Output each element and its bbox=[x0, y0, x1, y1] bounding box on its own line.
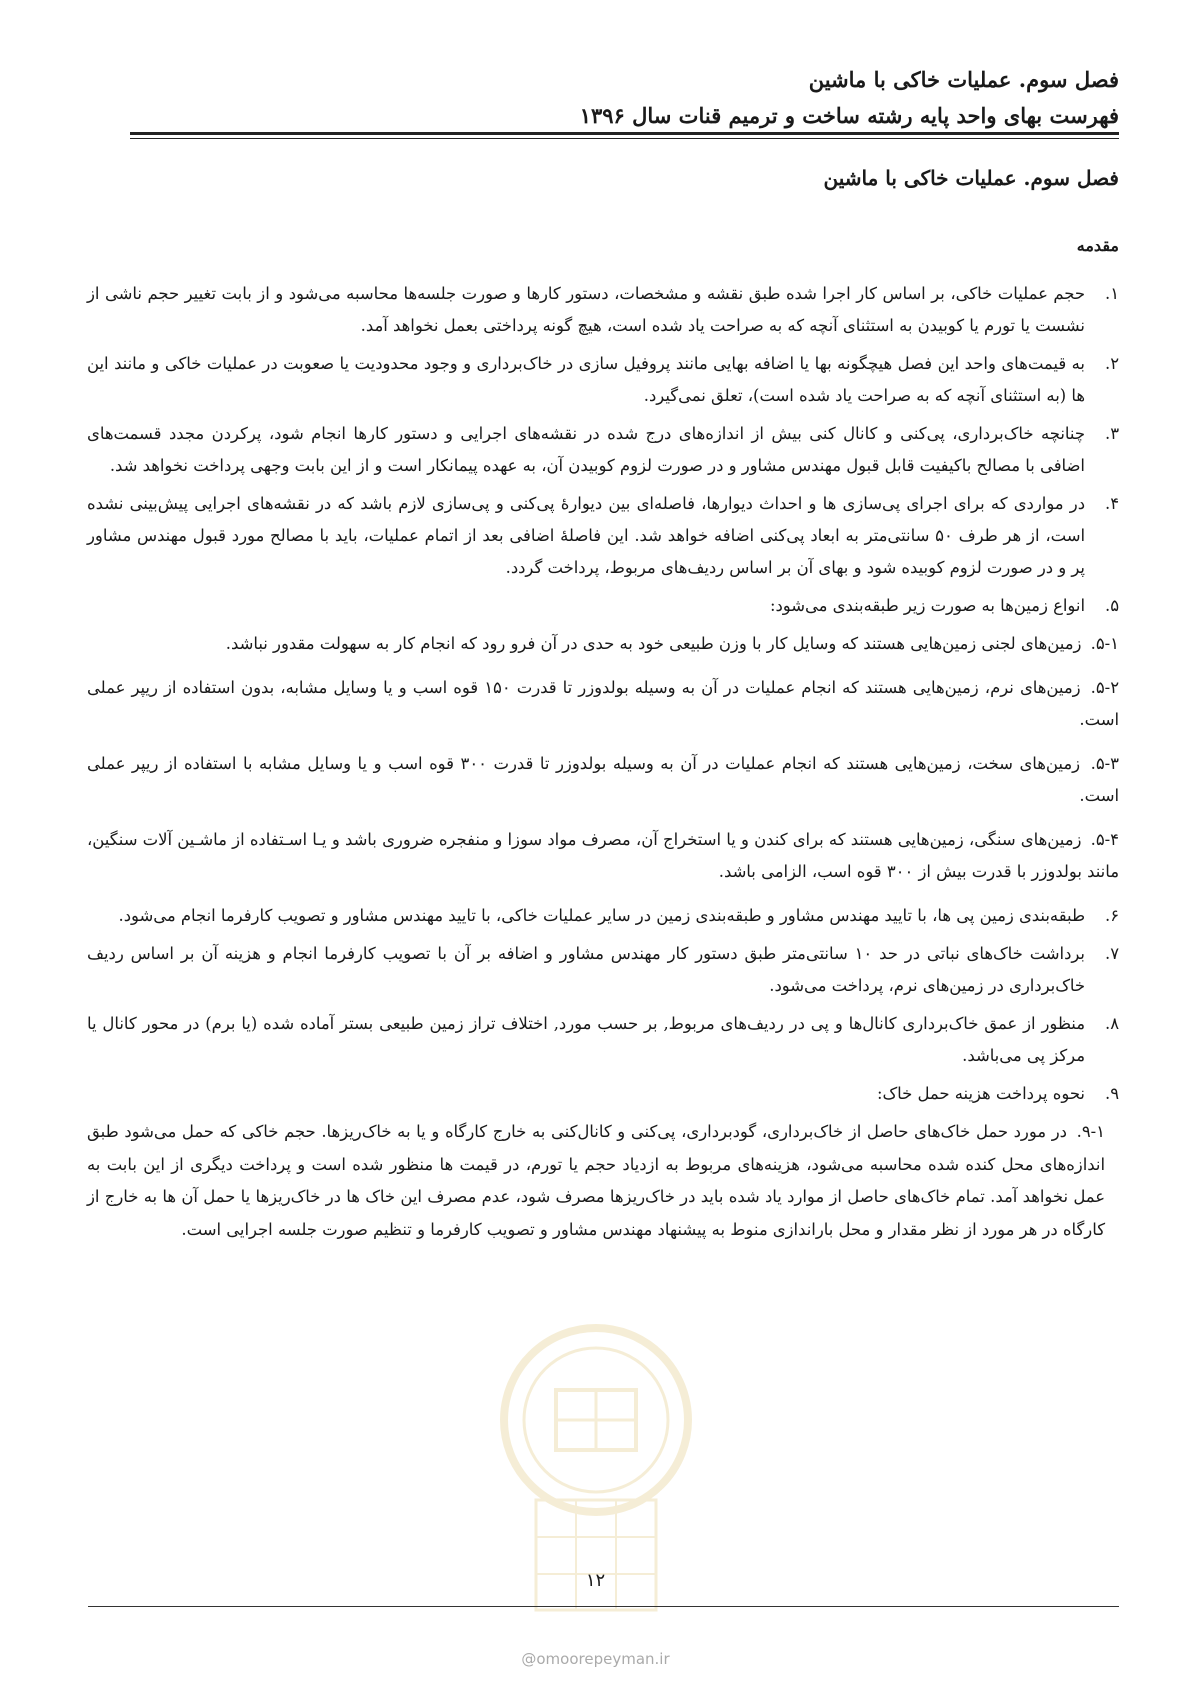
item-number: ۶. bbox=[1104, 906, 1119, 925]
list-item bbox=[87, 938, 1119, 1002]
sub-item-text: زمین‌های سنگی، زمین‌هایی هستند که برای کندن و یا استخراج آن، مصرف مواد سوزا و منفجره ضروری باشد و یـا اسـتفاده از ماشـین آلات سنگین، مانند بولدوزر با قدرت بیش از ۳۰۰ قوه اسب، الزامی باشد. bbox=[87, 830, 1119, 881]
list-item bbox=[87, 590, 1119, 622]
item-text: نحوه پرداخت هزینه حمل خاک: bbox=[876, 1084, 1085, 1103]
sub-item-number: ۵-۴. bbox=[1090, 830, 1119, 849]
header-rule-thin bbox=[130, 138, 1119, 139]
sub-item bbox=[87, 672, 1119, 736]
sub-item bbox=[87, 628, 1119, 660]
watermark-text: @omoorepeyman.ir bbox=[521, 1650, 670, 1668]
running-header bbox=[580, 62, 1119, 134]
list-item bbox=[87, 348, 1119, 412]
item-text: چنانچه خاک‌برداری، پی‌کنی و کانال کنی بیش از اندازه‌های درج شده در نقشه‌های اجرایی و دستور کارها انجام شود، پرکردن مجدد قسمت‌های اضافی با مصالح باکیفیت قابل قبول مهندس مشاور و در صورت لزوم کوبیدن آن، به عهده پیمانکار است و از این بابت وجهی پرداخت نخواهد شد. bbox=[87, 424, 1085, 475]
page-number: ۱۲ bbox=[585, 1570, 606, 1591]
item-number: ۲. bbox=[1104, 354, 1119, 373]
item-text: برداشت خاک‌های نباتی در حد ۱۰ سانتی‌متر طبق دستور کار مهندس مشاور و اضافه بر آن با تصویب کارفرما انجام و هزینه آن بر اساس ردیف خاک‌برداری در زمین‌های نرم، پرداخت می‌شود. bbox=[87, 944, 1085, 995]
sub-item-text: زمین‌های لجنی زمین‌هایی هستند که وسایل کار با وزن طبیعی خود به حدی در آن فرو رود که انجام کار به سهولت مقدور نباشد. bbox=[225, 634, 1082, 653]
item-number: ۱. bbox=[1104, 284, 1119, 303]
list-item bbox=[87, 418, 1119, 482]
header-rule-thick bbox=[130, 132, 1119, 135]
item-text: منظور از عمق خاک‌برداری کانال‌ها و پی در ردیف‌های مربوط, بر حسب مورد, اختلاف تراز زمین طبیعی بستر آماده شده (یا برم) در محور کانال یا مرکز پی می‌باشد. bbox=[87, 1014, 1085, 1065]
list-item bbox=[87, 488, 1119, 584]
item-text: به قیمت‌های واحد این فصل هیچگونه بها یا اضافه بهایی مانند پروفیل سازی در خاک‌برداری و وجود محدودیت یا صعوبت در عملیات خاکی و مانند این ها (به استثنای آنچه که به صراحت یاد شده است)، تعلق نمی‌گیرد. bbox=[87, 354, 1085, 405]
sub-item-number: ۵-۱. bbox=[1090, 634, 1119, 653]
sub-item-text: زمین‌های نرم، زمین‌هایی هستند که انجام عملیات در آن به وسیله بولدوزر تا قدرت ۱۵۰ قوه اسب و یا وسایل مشابه، بدون استفاده از ریپر عملی است. bbox=[87, 678, 1119, 729]
sub-item-number: ۵-۲. bbox=[1090, 678, 1120, 697]
document-body bbox=[87, 278, 1119, 1258]
list-item bbox=[87, 900, 1119, 932]
list-item bbox=[87, 1078, 1119, 1110]
item-text: طبقه‌بندی زمین پی ها، با تایید مهندس مشاور و طبقه‌بندی زمین در سایر عملیات خاکی، با تایید مهندس مشاور و تصویب کارفرما انجام می‌شود. bbox=[118, 906, 1085, 925]
sub-item bbox=[87, 748, 1119, 812]
sub-item-number: ۹-۱. bbox=[1076, 1122, 1105, 1141]
sub-item-text: زمین‌های سخت، زمین‌هایی هستند که انجام عملیات در آن به وسیله بولدوزر تا قدرت ۳۰۰ قوه اسب و یا وسایل مشابه با استفاده از ریپر عملی است. bbox=[87, 754, 1119, 805]
item-text: در مواردی که برای اجرای پی‌سازی ها و احداث دیوارها، فاصله‌ای بین دیوارهٔ پی‌کنی و پی‌سازی لازم باشد که در نقشه‌های اجرایی پیش‌بینی نشده است، از هر طرف ۵۰ سانتی‌متر به ابعاد پی‌کنی اضافه خواهد شد. این فاصلهٔ اضافی بعد از اتمام عملیات، باید با مصالح مورد قبول مهندس مشاور پر و در صورت لزوم کوبیده شود و بهای آن بر اساس ردیف‌های مربوط، پرداخت گردد. bbox=[87, 494, 1085, 577]
intro-heading: مقدمه bbox=[1076, 236, 1119, 255]
footer-rule bbox=[88, 1606, 1119, 1607]
sub-item-number: ۵-۳. bbox=[1090, 754, 1119, 773]
item-number: ۸. bbox=[1104, 1014, 1119, 1033]
chapter-title: فصل سوم. عملیات خاکی با ماشین bbox=[823, 166, 1119, 190]
item-number: ۴. bbox=[1104, 494, 1119, 513]
list-item bbox=[87, 278, 1119, 342]
item-text: حجم عملیات خاکی، بر اساس کار اجرا شده طبق نقشه و مشخصات، دستور کارها و صورت جلسه‌ها محاسبه می‌شود و از بابت تغییر حجم ناشی از نشست یا تورم یا کوبیدن به استثنای آنچه که به صراحت یاد شده است، هیچ گونه پرداختی بعمل نخواهد آمد. bbox=[87, 284, 1085, 335]
header-chapter: فصل سوم. عملیات خاکی با ماشین bbox=[808, 67, 1119, 92]
item-number: ۷. bbox=[1104, 944, 1119, 963]
item-text: انواع زمین‌ها به صورت زیر طبقه‌بندی می‌شود: bbox=[769, 596, 1085, 615]
item-number: ۹. bbox=[1104, 1084, 1119, 1103]
header-book-title: فهرست بهای واحد پایه رشته ساخت و ترمیم قنات سال ۱۳۹۶ bbox=[579, 103, 1119, 128]
sub-item bbox=[87, 1116, 1119, 1246]
sub-item bbox=[87, 824, 1119, 888]
list-item bbox=[87, 1008, 1119, 1072]
item-number: ۵. bbox=[1104, 596, 1119, 615]
item-number: ۳. bbox=[1104, 424, 1119, 443]
sub-item-text: در مورد حمل خاک‌های حاصل از خاک‌برداری، گودبرداری، پی‌کنی و کانال‌کنی به خارج کارگاه و یا به خاک‌ریزها. حجم خاکی که حمل می‌شود طبق اندازه‌های محل کنده شده محاسبه می‌شود، هزینه‌های مربوط به ازدیاد حجم یا تورم، در قیمت ها منظور شده است و پرداخت دیگری از این بابت به عمل نخواهد آمد. تمام خاک‌های حاصل از موارد یاد شده باید در خاک‌ریزها مصرف شود، عدم مصرف این خاک ها در خاک‌ریزها یا حمل آن ها به خارج از کارگاه در هر مورد از نظر مقدار و محل باراندازی منوط به پیشنهاد مهندس مشاور و تصویب کارفرما و تنظیم صورت جلسه اجرایی است. bbox=[87, 1122, 1105, 1239]
